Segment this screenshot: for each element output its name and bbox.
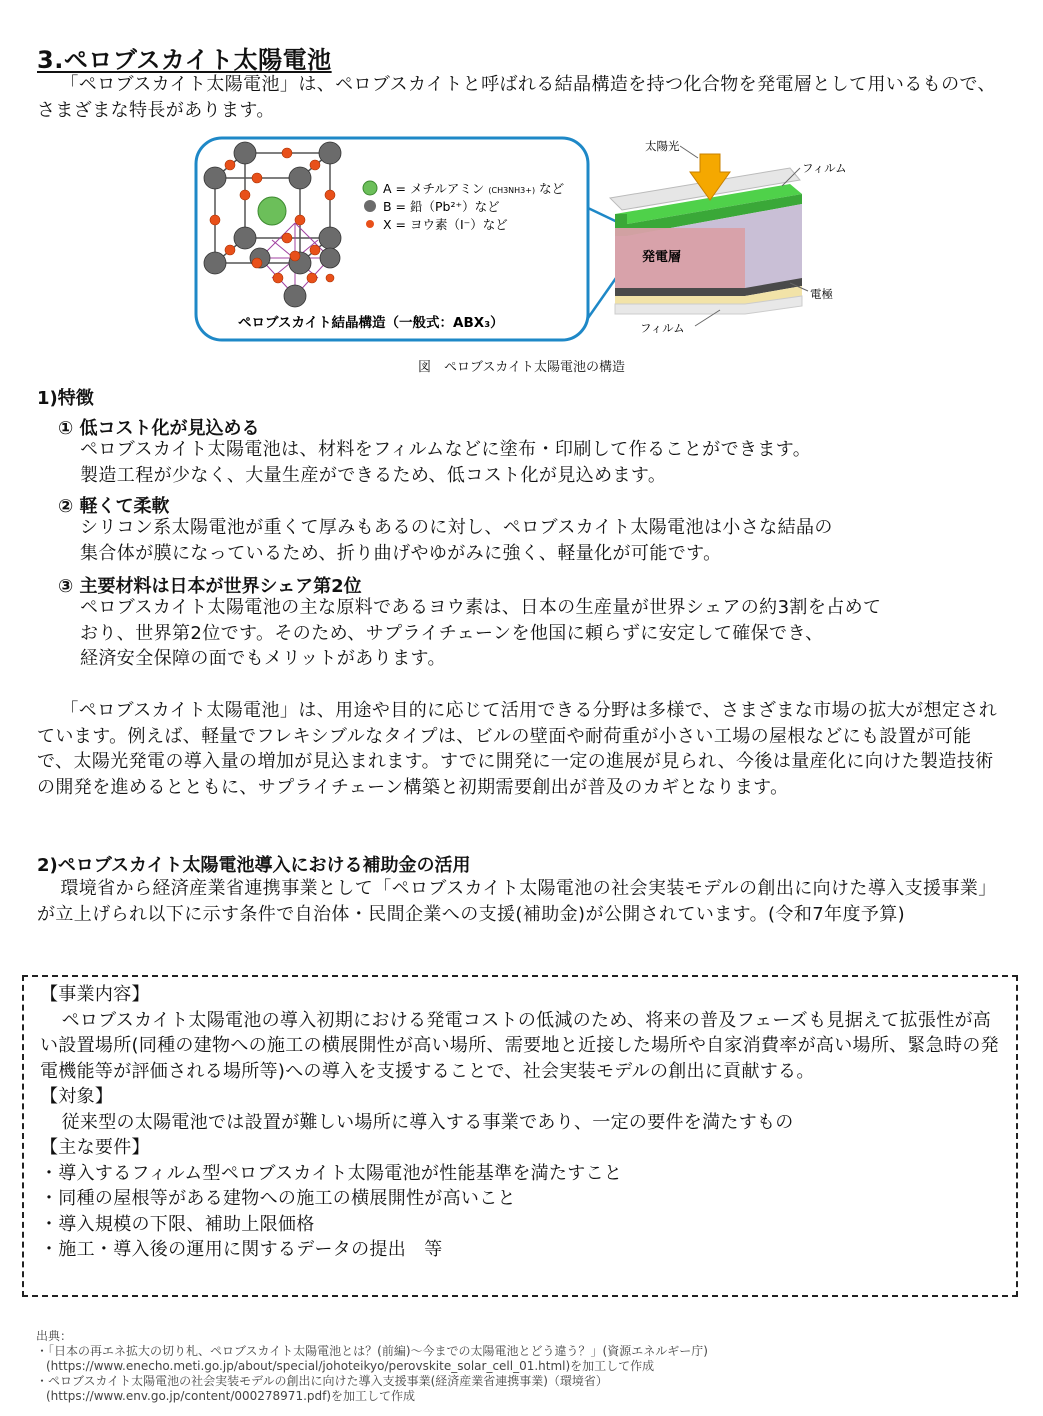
box-content-text: ペロブスカイト太陽電池の導入初期における発電コストの低減のため、将来の普及フェーズも見据えて拡張性が高い設置場所(同種の建物への施工の横展開性が高い場所、需要地と近接した場所や自家消費率が高い場所、緊急時の発電機能等が評価される場所等)への導入を支援することで、社会実装モデルの創出に貢献する。 (40, 1009, 999, 1082)
requirement-item: ・導入規模の下限、補助上限価格 (40, 1213, 315, 1235)
feature3-heading: ③ 主要材料は日本が世界シェア第2位 (58, 576, 362, 597)
feature3-body (80, 595, 1020, 672)
intro-paragraph: 「ペロブスカイト太陽電池」は、ペロブスカイトと呼ばれる結晶構造を持つ化合物を発電層として用いるもので、さまざまな特長があります。 (37, 74, 996, 121)
market-paragraph: 「ペロブスカイト太陽電池」は、用途や目的に応じて活用できる分野は多様で、さまざまな市場の拡大が想定されています。例えば、軽量でフレキシブルなタイプは、ビルの壁面や耐荷重が小さい工場の屋根などにも設置が可能で、太陽光発電の導入量の増加が見込まれます。すでに開発に一定の進展が見られ、今後は量産化に向けた製造技術の開発を進めるとともに、サプライチェーン構築と初期需要創出が普及のカギとなります。 (37, 700, 998, 798)
legend-x-icon (366, 220, 374, 228)
page-title: 3.ペロブスカイト太陽電池 (37, 46, 332, 74)
source-label: 出典： (36, 1329, 73, 1343)
feature2-body (80, 515, 1020, 566)
legend-x: X = ヨウ素（I⁻）など (383, 217, 508, 232)
box-heading-requirements: 【主な要件】 (40, 1137, 150, 1158)
feature3-line: おり、世界第2位です。そのため、サプライチェーンを他国に頼らずに安定して確保でき、 (80, 622, 824, 644)
box-target-text: 従来型の太陽電池では設置が難しい場所に導入する事業であり、一定の要件を満たすもの (61, 1111, 794, 1133)
box-heading-target: 【対象】 (40, 1086, 114, 1107)
requirement-item: ・施工・導入後の運用に関するデータの提出 等 (40, 1239, 443, 1260)
feature3-line: ペロブスカイト太陽電池の主な原料であるヨウ素は、日本の生産量が世界シェアの約3割を占めて (80, 597, 882, 618)
legend-a-icon (363, 181, 377, 195)
feature3-line: 経済安全保障の面でもメリットがあります。 (80, 648, 446, 669)
feature1-line: ペロブスカイト太陽電池は、材料をフィルムなどに塗布・印刷して作ることができます。 (80, 439, 812, 460)
feature2-line: シリコン系太陽電池が重くて厚みもあるのに対し、ペロブスカイト太陽電池は小さな結晶の (80, 517, 833, 538)
label-sunlight: 太陽光 (645, 139, 680, 153)
source-ref: ・ペロブスカイト太陽電池の社会実装モデルの創出に向けた導入支援事業(経済産業省連携事業)（環境省） (36, 1374, 608, 1388)
legend-b: B = 鉛（Pb²⁺）など (383, 199, 500, 214)
pointer-line (680, 146, 698, 158)
feature1-body (80, 437, 1020, 488)
feature1-heading: ① 低コスト化が見込める (58, 418, 260, 439)
requirement-item: ・同種の屋根等がある建物への施工の横展開性が高いこと (40, 1188, 516, 1209)
section2-heading: 2)ペロブスカイト太陽電池導入における補助金の活用 (37, 855, 471, 876)
feature2-heading: ② 軽くて柔軟 (58, 496, 170, 517)
requirement-item: ・導入するフィルム型ペロブスカイト太陽電池が性能基準を満たすこと (40, 1162, 623, 1184)
label-film-top: フィルム (802, 161, 847, 175)
source-url: (https://www.env.go.jp/content/000278971.pdf)を加工して作成 (46, 1389, 416, 1403)
perovskite-figure (190, 128, 860, 350)
crystal-caption: ペロブスカイト結晶構造（一般式：ABX₃） (238, 315, 504, 331)
source-ref: ・「日本の再エネ拡大の切り札、ペロブスカイト太陽電池とは？(前編)～今までの太陽電池とどう違う？」(資源エネルギー庁) (36, 1344, 708, 1358)
subsidy-box-content (40, 982, 1005, 1263)
source-url: (https://www.enecho.meti.go.jp/about/special/johoteikyo/perovskite_solar_cell_01.html)を加工して作成 (46, 1359, 655, 1373)
legend-a: A = メチルアミン (CH3NH3+) など (383, 181, 565, 196)
section2-paragraph: 環境省から経済産業省連携事業として「ペロブスカイト太陽電池の社会実装モデルの創出に向けた導入支援事業」が立上げられ以下に示す条件で自治体・民間企業への支援(補助金)が公開されています。(令和7年度予算) (37, 878, 997, 925)
label-film-bottom: フィルム (640, 321, 685, 335)
source-block (36, 1329, 1016, 1404)
figure-caption: 図 ペロブスカイト太陽電池の構造 (417, 360, 626, 375)
feature2-line: 集合体が膜になっているため、折り曲げやゆがみに強く、軽量化が可能です。 (80, 542, 722, 564)
section1-heading: 1)特徴 (37, 388, 94, 409)
feature1-line: 製造工程が少なく、大量生産ができるため、低コスト化が見込めます。 (80, 464, 667, 486)
label-layer: 発電層 (642, 250, 682, 265)
label-electrode: 電極 (810, 287, 833, 301)
box-heading-content: 【事業内容】 (40, 984, 150, 1005)
legend-b-icon (364, 200, 376, 212)
